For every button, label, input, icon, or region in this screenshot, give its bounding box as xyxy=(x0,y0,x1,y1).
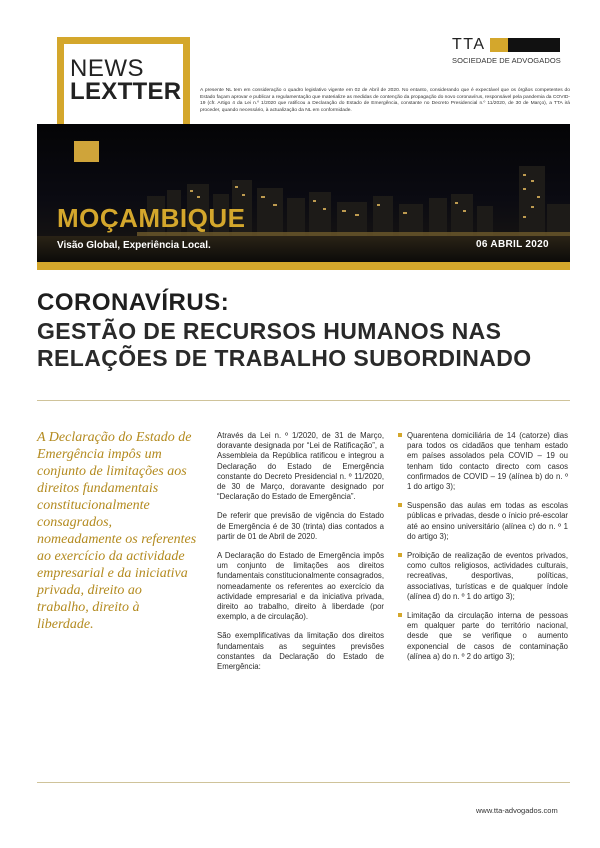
list-item xyxy=(398,501,568,542)
list-item xyxy=(398,611,568,662)
issue-date: 06 ABRIL 2020 xyxy=(476,239,549,250)
paragraph: A Declaração do Estado de Emergência impôs um conjunto de limitações aos direitos fundamentais constitucionalmente consagrados, nomeadamente os referentes ao exercício da actividade empresarial e da iniciativa privada, direito ao trabalho, direito à liberdade (por exemplo, a de circulação). xyxy=(217,551,384,622)
paragraph: Através da Lei n. º 1/2020, de 31 de Março, doravante designada por “Lei de Ratificação”, a Assembleia da República ratificou e integrou a Declaração do Estado de Emergência constante do Decreto Presidencial n. º 11/2020, de 30 de Março, doravante designado por “Declaração do Estado de Emergência”. xyxy=(217,431,384,502)
article-title: CORONAVÍRUS: xyxy=(37,289,230,316)
bullet-square-icon xyxy=(398,503,402,507)
bullet-square-icon xyxy=(398,553,402,557)
intro-disclaimer: A presente NL tem em consideração o quadro legislativo vigente em 02 de Abril de 2020. No entanto, considerando que é expectável que os órgãos competentes do Estado façam aprovar e publicar a regulamentação que materialize as medidas de contenção da propagação do novo coronavírus, responsável pela pandemia da COVID-19 (cfr. Artigo 4 da Lei n.º 1/2020 que ratificou a Declaração do Estado de Emergência, constante no Decreto Presidencial n.º 11/2020, de 30 de Março), a TTA irá proceder, quando necessário, à actualização da NL em conformidade. xyxy=(200,88,571,113)
banner-gold-bar xyxy=(37,262,570,270)
bullet-square-icon xyxy=(398,433,402,437)
brand-name: TTA xyxy=(452,36,486,53)
slogan: Visão Global, Experiência Local. xyxy=(57,240,211,251)
bottom-divider xyxy=(37,782,570,783)
list-item-text: Suspensão das aulas em todas as escolas públicas e privadas, desde o ínicio pré-escolar até ao ensino universitário (alínea c) do n. º 1 do artigo 3); xyxy=(407,501,568,541)
pull-quote: A Declaração do Estado de Emergência impôs um conjunto de limitações aos direitos fundamentais constitucionalmente consagrados, nomeadamente os referentes ao exercício da actividade empresarial e da iniciativa privada, direito ao trabalho, direito à liberdade. xyxy=(37,430,197,632)
paragraph: São exemplificativas da limitação dos direitos fundamentais as seguintes previsões constantes da Declaração do Estado de Emergência: xyxy=(217,631,384,672)
newsletter-title xyxy=(70,57,181,103)
bullet-square-icon xyxy=(398,613,402,617)
list-item xyxy=(398,431,568,492)
list-item-text: Limitação da circulação interna de pessoas em qualquer parte do território nacional, desde que se verifique o aumento exponencial de casos de contaminação (alínea a) do n. º 2 do artigo 3); xyxy=(407,611,568,661)
middle-column xyxy=(217,431,384,681)
news-label: NEWS xyxy=(70,55,144,82)
lextter-label: LEXTTER xyxy=(70,78,182,105)
brand-logo xyxy=(452,38,572,65)
list-item-text: Quarentena domiciliária de 14 (catorze) dias para todos os cidadãos que tenham estado em países assolados pela COVID – 19 ou tenham tido contacto directo com casos confirmados de COVID – 19 (alínea b) do n. º 1 do artigo 3); xyxy=(407,431,568,492)
country-title: MOÇAMBIQUE xyxy=(57,203,246,233)
article-subtitle: GESTÃO DE RECURSOS HUMANOS NAS RELAÇÕES DE TRABALHO SUBORDINADO xyxy=(37,318,532,371)
brand-gold-bar xyxy=(490,38,508,52)
brand-subtitle: SOCIEDADE DE ADVOGADOS xyxy=(452,56,561,65)
list-item xyxy=(398,551,568,602)
paragraph: De referir que previsão de vigência do Estado de Emergência é de 30 (trinta) dias contados a partir de 01 de Abril de 2020. xyxy=(217,511,384,541)
right-column-list xyxy=(398,431,568,671)
website-link[interactable]: www.tta-advogados.com xyxy=(476,806,558,815)
brand-black-bar xyxy=(508,38,560,52)
list-item-text: Proibição de realização de eventos privados, como cultos religiosos, actividades culturais, recreativas, desportivas, políticas, associativas, turísticas e de qualquer índole (alínea d) do n. º 1 do artigo 3); xyxy=(407,551,568,601)
top-divider xyxy=(37,400,570,401)
gold-square-decoration xyxy=(74,141,99,162)
